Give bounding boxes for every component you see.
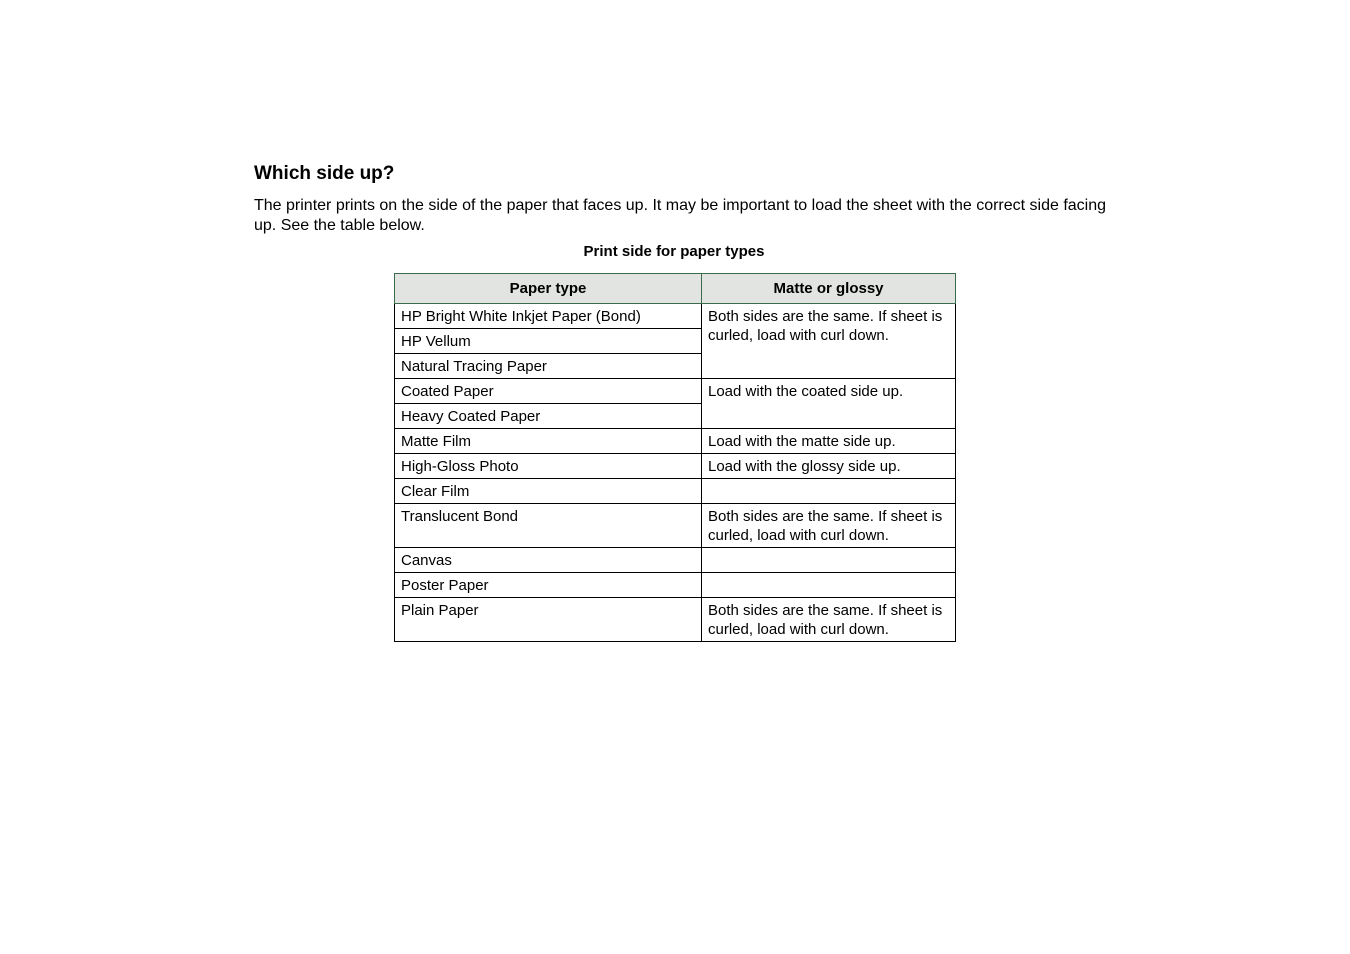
print-side-cell: Load with the glossy side up.	[702, 454, 956, 479]
paper-type-cell: Canvas	[395, 548, 702, 573]
paper-type-cell: HP Bright White Inkjet Paper (Bond)	[395, 304, 702, 329]
paper-type-cell: Plain Paper	[395, 598, 702, 642]
paper-type-table	[394, 273, 956, 642]
paper-type-cell: Clear Film	[395, 479, 702, 504]
print-side-cell	[702, 479, 956, 504]
table-row	[395, 598, 956, 642]
paper-type-cell: Natural Tracing Paper	[395, 354, 702, 379]
print-side-cell: Load with the matte side up.	[702, 429, 956, 454]
table-body	[395, 304, 956, 642]
table-row	[395, 304, 956, 329]
table-caption: Print side for paper types	[583, 243, 765, 260]
column-header-matte-or-glossy: Matte or glossy	[702, 274, 956, 304]
column-header-paper-type: Paper type	[395, 274, 702, 304]
print-side-cell: Both sides are the same. If sheet is curled, load with curl down.	[702, 598, 956, 642]
section-heading: Which side up?	[254, 163, 395, 184]
paper-type-cell: Translucent Bond	[395, 504, 702, 548]
table-row	[395, 454, 956, 479]
table-header-row	[395, 274, 956, 304]
paper-type-cell: Poster Paper	[395, 573, 702, 598]
table-row	[395, 429, 956, 454]
print-side-cell: Load with the coated side up.	[702, 379, 956, 429]
paper-type-cell: Heavy Coated Paper	[395, 404, 702, 429]
table-row	[395, 573, 956, 598]
table-row	[395, 479, 956, 504]
document-section	[254, 160, 1114, 638]
paper-type-cell: High-Gloss Photo	[395, 454, 702, 479]
paper-type-cell: Matte Film	[395, 429, 702, 454]
print-side-cell	[702, 548, 956, 573]
intro-paragraph: The printer prints on the side of the paper that faces up. It may be important to load the sheet with the correct side facing up. See the table below.	[254, 197, 1107, 234]
table-row	[395, 548, 956, 573]
table-row	[395, 379, 956, 404]
table-row	[395, 504, 956, 548]
print-side-cell	[702, 573, 956, 598]
print-side-cell: Both sides are the same. If sheet is curled, load with curl down.	[702, 504, 956, 548]
paper-type-cell: Coated Paper	[395, 379, 702, 404]
print-side-cell: Both sides are the same. If sheet is curled, load with curl down.	[702, 304, 956, 379]
paper-type-cell: HP Vellum	[395, 329, 702, 354]
